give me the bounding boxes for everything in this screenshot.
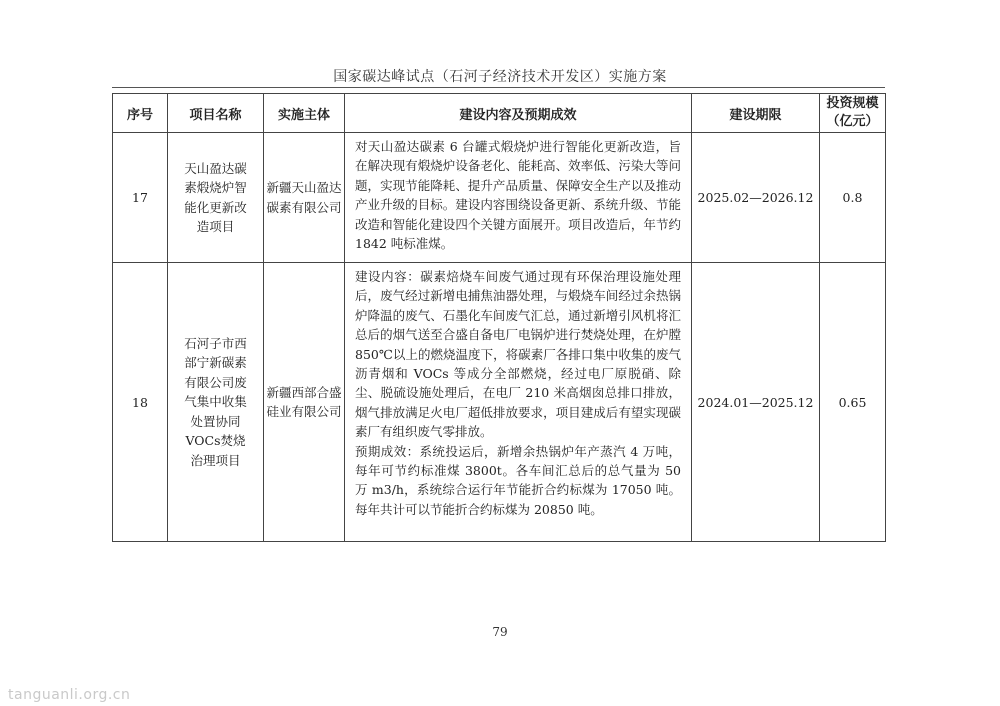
cell-no: 17: [113, 133, 168, 263]
cell-investment: 0.8: [820, 133, 886, 263]
site-watermark: tanguanli.org.cn: [8, 687, 131, 703]
header-no: 序号: [113, 94, 168, 133]
cell-project-name: 天山盈达碳素煅烧炉智能化更新改造项目: [168, 133, 264, 263]
header-entity: 实施主体: [264, 94, 345, 133]
cell-content: [345, 263, 692, 542]
header-divider: [112, 87, 885, 88]
cell-no: 18: [113, 263, 168, 542]
header-investment: 投资规模（亿元）: [820, 94, 886, 133]
project-table: [112, 93, 886, 542]
content-paragraph: 预期成效：系统投运后，新增余热锅炉年产蒸汽 4 万吨，每年可节约标准煤 3800t。各车间汇总后的总气量为 50 万 m3/h，系统综合运行年节能折合约标煤为 17050 吨。每年共计可以节能折合约标煤为 20850 吨。: [355, 443, 681, 517]
cell-entity: 新疆西部合盛硅业有限公司: [264, 263, 345, 542]
cell-entity: 新疆天山盈达碳素有限公司: [264, 133, 345, 263]
document-header-title: 国家碳达峰试点（石河子经济技术开发区）实施方案: [333, 69, 667, 85]
table-row: [113, 133, 886, 263]
cell-period: 2025.02—2026.12: [692, 133, 820, 263]
table-row: [113, 263, 886, 542]
cell-investment: 0.65: [820, 263, 886, 542]
content-paragraph: 对天山盈达碳素 6 台罐式煅烧炉进行智能化更新改造，旨在解决现有煅烧炉设备老化、能耗高、效率低、污染大等问题，实现节能降耗、提升产品质量、保障安全生产以及推动产业升级的目标。建设内容围绕设备更新、系统升级、节能改造和智能化建设四个关键方面展开。项目改造后，年节约 1842 吨标准煤。: [355, 139, 681, 252]
header-project-name: 项目名称: [168, 94, 264, 133]
cell-period: 2024.01—2025.12: [692, 263, 820, 542]
cell-content: [345, 133, 692, 263]
cell-project-name: 石河子市西部宁新碳素有限公司废气集中收集处置协同VOCs焚烧治理项目: [168, 263, 264, 542]
header-period: 建设期限: [692, 94, 820, 133]
table-header-row: [113, 94, 886, 133]
header-content: 建设内容及预期成效: [345, 94, 692, 133]
page-number: 79: [492, 625, 508, 639]
content-paragraph: 建设内容：碳素焙烧车间废气通过现有环保治理设施处理后，废气经过新增电捕焦油器处理，与煅烧车间经过余热锅炉降温的废气、石墨化车间废气汇总，通过新增引风机将汇总后的烟气送至合盛自备电厂电锅炉进行焚烧处理，在炉膛 850℃以上的燃烧温度下，将碳素厂各排口集中收集的废气沥青烟和 VOCs 等成分全部燃烧，经过电厂原脱硝、除尘、脱硫设施处理后，在电厂 210 米高烟囱总排口排放，烟气排放满足火电厂超低排放要求，项目建成后有望实现碳素厂有组织废气零排放。: [355, 269, 681, 440]
